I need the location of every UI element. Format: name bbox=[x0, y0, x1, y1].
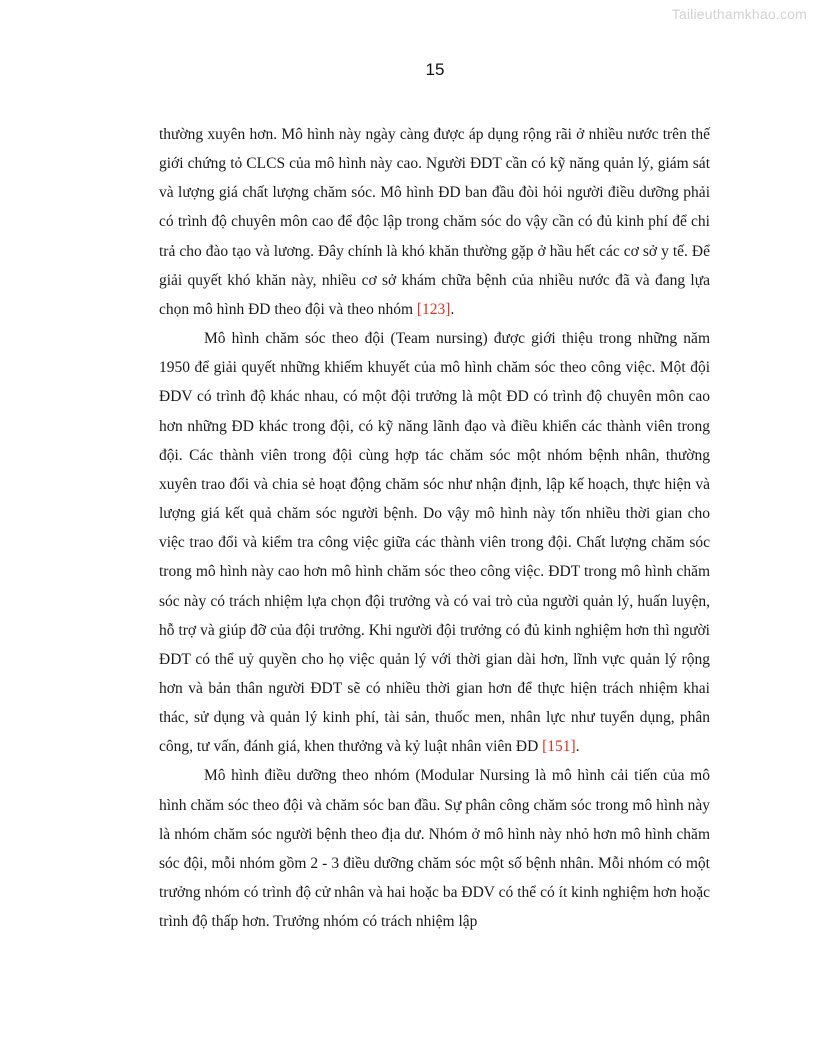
paragraph-3 bbox=[159, 761, 710, 936]
citation-link[interactable]: [123] bbox=[416, 300, 451, 318]
page-number: 15 bbox=[425, 60, 445, 79]
paragraph-end: . bbox=[575, 738, 580, 756]
paragraph-text: thường xuyên hơn. Mô hình này ngày càng được áp dụng rộng rãi ở nhiều nước trên thế giới chứng tỏ CLCS của mô hình này cao. Người ĐDT cần có kỹ năng quản lý, giám sát và lượng giá chất lượng chăm sóc. Mô hình ĐD ban đầu đòi hỏi người điều dưỡng phải có trình độ chuyên môn cao để độc lập trong chăm sóc do vậy cần có đủ kinh phí để chi trả cho đào tạo và lương. Đây chính là khó khăn thường gặp ở hầu hết các cơ sở y tế. Để giải quyết khó khăn này, nhiều cơ sở khám chữa bệnh của nhiều nước đã và đang lựa chọn mô hình ĐD theo đội và theo nhóm bbox=[159, 126, 710, 318]
paragraph-text: Mô hình điều dưỡng theo nhóm (Modular Nursing là mô hình cải tiến của mô hình chăm sóc theo đội và chăm sóc ban đầu. Sự phân công chăm sóc trong mô hình này là nhóm chăm sóc người bệnh theo địa dư. Nhóm ở mô hình này nhỏ hơn mô hình chăm sóc đội, mỗi nhóm gồm 2 - 3 điều dưỡng chăm sóc một số bệnh nhân. Mỗi nhóm có một trưởng nhóm có trình độ cử nhân và hai hoặc ba ĐDV có thể có ít kinh nghiệm hơn hoặc trình độ thấp hơn. Trưởng nhóm có trách nhiệm lập bbox=[159, 767, 710, 931]
paragraph-end: . bbox=[450, 300, 455, 318]
paragraph-1 bbox=[159, 120, 710, 324]
paragraph-text: Mô hình chăm sóc theo đội (Team nursing) được giới thiệu trong những năm 1950 để giải quyết những khiếm khuyết của mô hình chăm sóc theo công việc. Một đội ĐDV có trình độ khác nhau, có một đội trưởng là một ĐD có trình độ chuyên môn cao hơn những ĐD khác trong đội, có kỹ năng lãnh đạo và điều khiển các thành viên trong đội. Các thành viên trong đội cùng hợp tác chăm sóc một nhóm bệnh nhân, thường xuyên trao đổi và chia sẻ hoạt động chăm sóc như nhận định, lập kế hoạch, thực hiện và lượng giá kết quả chăm sóc người bệnh. Do vậy mô hình này tốn nhiều thời gian cho việc trao đổi và kiểm tra công việc giữa các thành viên trong đội. Chất lượng chăm sóc trong mô hình này cao hơn mô hình chăm sóc theo công việc. ĐDT trong mô hình chăm sóc này có trách nhiệm lựa chọn đội trưởng và có vai trò của người quản lý, huấn luyện, hỗ trợ và giúp đỡ của đội trưởng. Khi người đội trưởng có đủ kinh nghiệm hơn thì người ĐDT có thể uỷ quyền cho họ việc quản lý với thời gian dài hơn, lĩnh vực quản lý rộng hơn và bản thân người ĐDT sẽ có nhiều thời gian hơn để thực hiện trách nhiệm khai thác, sử dụng và quản lý kinh phí, tài sản, thuốc men, nhân lực như tuyển dụng, phân công, tư vấn, đánh giá, khen thưởng và kỷ luật nhân viên ĐD bbox=[159, 330, 710, 756]
citation-link[interactable]: [151] bbox=[542, 738, 576, 756]
document-body bbox=[159, 120, 710, 936]
paragraph-2 bbox=[159, 324, 710, 761]
watermark: Tailieuthamkhao.com bbox=[671, 6, 807, 22]
